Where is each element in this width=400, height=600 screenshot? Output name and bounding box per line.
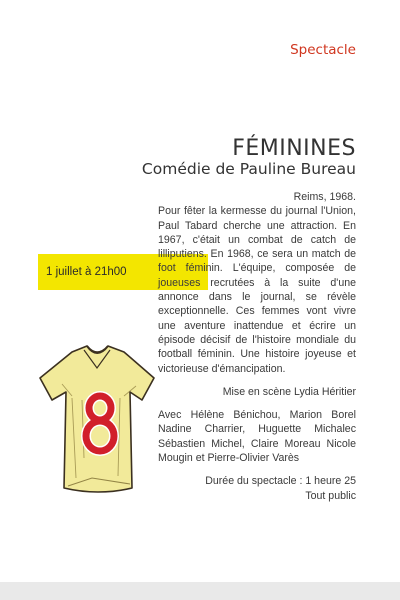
show-title: FÉMININES [232,136,356,161]
show-duration: Durée du spectacle : 1 heure 25 [205,475,356,488]
show-subtitle: Comédie de Pauline Bureau [141,160,356,178]
audience: Tout public [305,489,356,502]
synopsis: Pour fêter la kermesse du journal l'Union, Paul Tabard cherche une attraction. En 1967, c'était un combat de catch de lilliputiens. En 1968, ce sera un match de foot féminin. L'équipe, composée de joueuses recrutées à la suite d'une annonce dans le journal, se révèle exceptionnelle. Ces femmes vont vivre une aventure inattendue et écrire un épisode décisif de l'histoire mondiale du football féminin. Une histoire joyeuse et victorieuse d'émancipation. [158,205,356,375]
football-jersey-icon [32,338,162,498]
place-year: Reims, 1968. [293,191,356,203]
show-description [158,190,356,503]
stage-direction: Mise en scène Lydia Héritier [222,385,356,398]
show-date: 1 juillet à 21h00 [46,266,127,278]
jersey-illustration [32,338,162,498]
section-category: Spectacle [290,42,356,58]
cast-list: Avec Hélène Bénichou, Marion Borel Nadine Charrier, Huguette Michalec Sébastien Michel, Claire Moreau Nicole Mougin et Pierre-Olivier Varès [158,409,356,465]
